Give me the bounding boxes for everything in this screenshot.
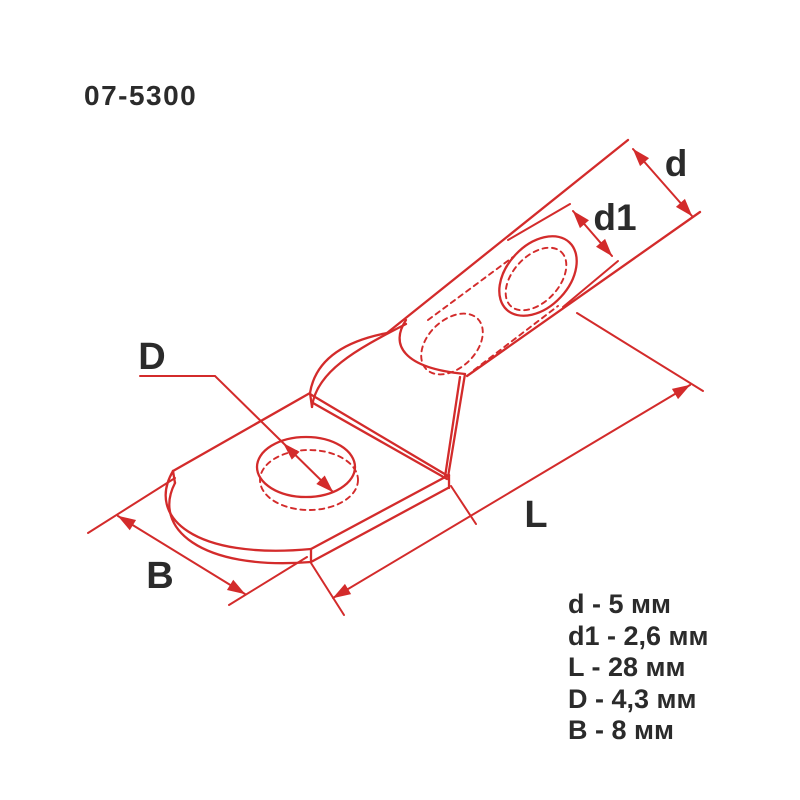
neck-fold-line-1 xyxy=(448,374,465,477)
B-dimension-label: B xyxy=(146,555,174,597)
neck-curve-inner xyxy=(312,324,406,407)
palm-left-corner-edge xyxy=(173,471,175,483)
barrel-bottom-silhouette xyxy=(467,212,700,376)
legend-item-D: D - 4,3 мм xyxy=(568,683,697,714)
dimension-d xyxy=(633,143,692,216)
legend-item-B: B - 8 мм xyxy=(568,715,674,745)
d1-dimension-label: d1 xyxy=(593,197,637,238)
dimension-B xyxy=(88,478,307,605)
dimension-d1 xyxy=(508,197,637,307)
hole-bottom-hidden-ellipse xyxy=(260,450,358,510)
dimension-L xyxy=(311,313,703,615)
palm-hole-ellipse xyxy=(257,437,355,497)
palm-front-bottom-edge xyxy=(311,488,448,562)
B-extension-line-right xyxy=(229,557,307,605)
neck-fold-line-2 xyxy=(445,377,460,477)
L-extension-line-right xyxy=(577,313,703,391)
D-dimension-label: D xyxy=(138,336,166,378)
L-extension-line-left xyxy=(311,563,344,615)
barrel-top-silhouette xyxy=(387,140,628,333)
palm-back-edge xyxy=(173,393,310,471)
dimension-D xyxy=(138,336,333,492)
d1-extension-line-upper xyxy=(508,204,570,240)
barrel-end-ellipse xyxy=(484,221,592,331)
L-dimension-label: L xyxy=(524,494,548,536)
d-dimension-label: d xyxy=(664,143,688,184)
legend-item-L: L - 28 мм xyxy=(568,652,686,682)
hidden-lines xyxy=(260,236,578,510)
part-number: 07-5300 xyxy=(84,80,198,111)
L-extension-line-joint xyxy=(451,486,476,524)
crimp-mouth-arc xyxy=(400,320,465,374)
palm-front-top-edge xyxy=(311,475,449,549)
legend-item-d: d - 5 мм xyxy=(568,589,671,619)
dimensions-legend xyxy=(568,589,708,747)
legend-item-d1: d1 - 2,6 мм xyxy=(568,620,709,651)
bore-bottom-hidden-ellipse xyxy=(409,302,494,387)
L-dimension-arrow xyxy=(333,385,690,598)
palm-far-edge-top xyxy=(310,394,448,476)
